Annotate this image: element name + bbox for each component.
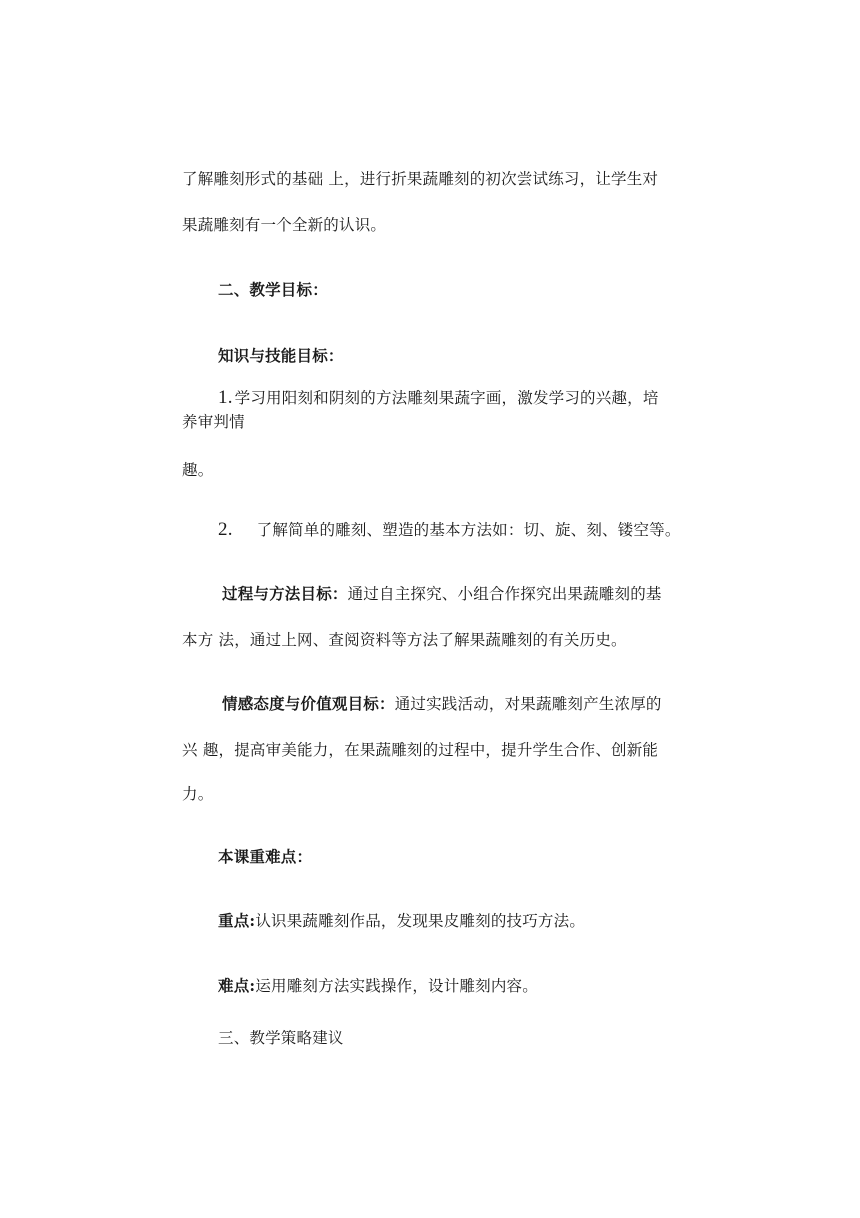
process-method-line-2: 本方 法，通过上网、查阅资料等方法了解果蔬雕刻的有关历史。: [182, 631, 627, 649]
objective-item-1: [218, 388, 659, 408]
key-difficulty-heading: 本课重难点：: [218, 847, 313, 866]
emotion-values-text-1: 通过实践活动，对果蔬雕刻产生浓厚的: [394, 695, 662, 713]
emotion-values-label: 情感态度与价值观目标：: [222, 694, 395, 713]
item-1-text-line-2: 养审判情: [182, 413, 245, 431]
process-method-label: 过程与方法目标：: [222, 584, 348, 603]
item-2-number: 2.: [218, 519, 233, 540]
intro-line-2: 果蔬雕刻有一个全新的认识。: [182, 216, 387, 234]
difficult-point-text: 运用雕刻方法实践操作，设计雕刻内容。: [255, 977, 538, 995]
item-1-text-line-1: 学习用阳刻和阴刻的方法雕刻果蔬字画，激发学习的兴趣，培: [234, 389, 659, 407]
emotion-values-line-2: 兴 趣，提高审美能力，在果蔬雕刻的过程中，提升学生合作、创新能: [182, 741, 659, 759]
item-1-text-line-3: 趣。: [182, 461, 214, 479]
item-2-text: 了解简单的雕刻、塑造的基本方法如：切、旋、刻、镂空等。: [256, 521, 681, 539]
key-point-label: 重点:: [218, 911, 256, 930]
process-method-text-1: 通过自主探究、小组合作探究出果蔬雕刻的基: [347, 585, 662, 603]
section-2-heading: 二、教学目标：: [218, 280, 328, 299]
intro-line-1: 了解雕刻形式的基础 上，进行折果蔬雕刻的初次尝试练习，让学生对: [182, 170, 659, 188]
item-1-number: 1.: [218, 387, 233, 408]
difficult-point-label: 难点:: [218, 976, 256, 995]
knowledge-skills-heading: 知识与技能目标：: [218, 346, 344, 365]
key-point-text: 认识果蔬雕刻作品，发现果皮雕刻的技巧方法。: [255, 912, 586, 930]
difficult-point-line: [218, 976, 538, 996]
emotion-values-line-1: [222, 694, 662, 714]
objective-item-2: [218, 520, 681, 540]
section-3-heading: 三、教学策略建议: [218, 1029, 344, 1047]
process-method-line-1: [222, 584, 662, 604]
key-point-line: [218, 911, 585, 931]
emotion-values-line-3: 力。: [182, 785, 214, 803]
